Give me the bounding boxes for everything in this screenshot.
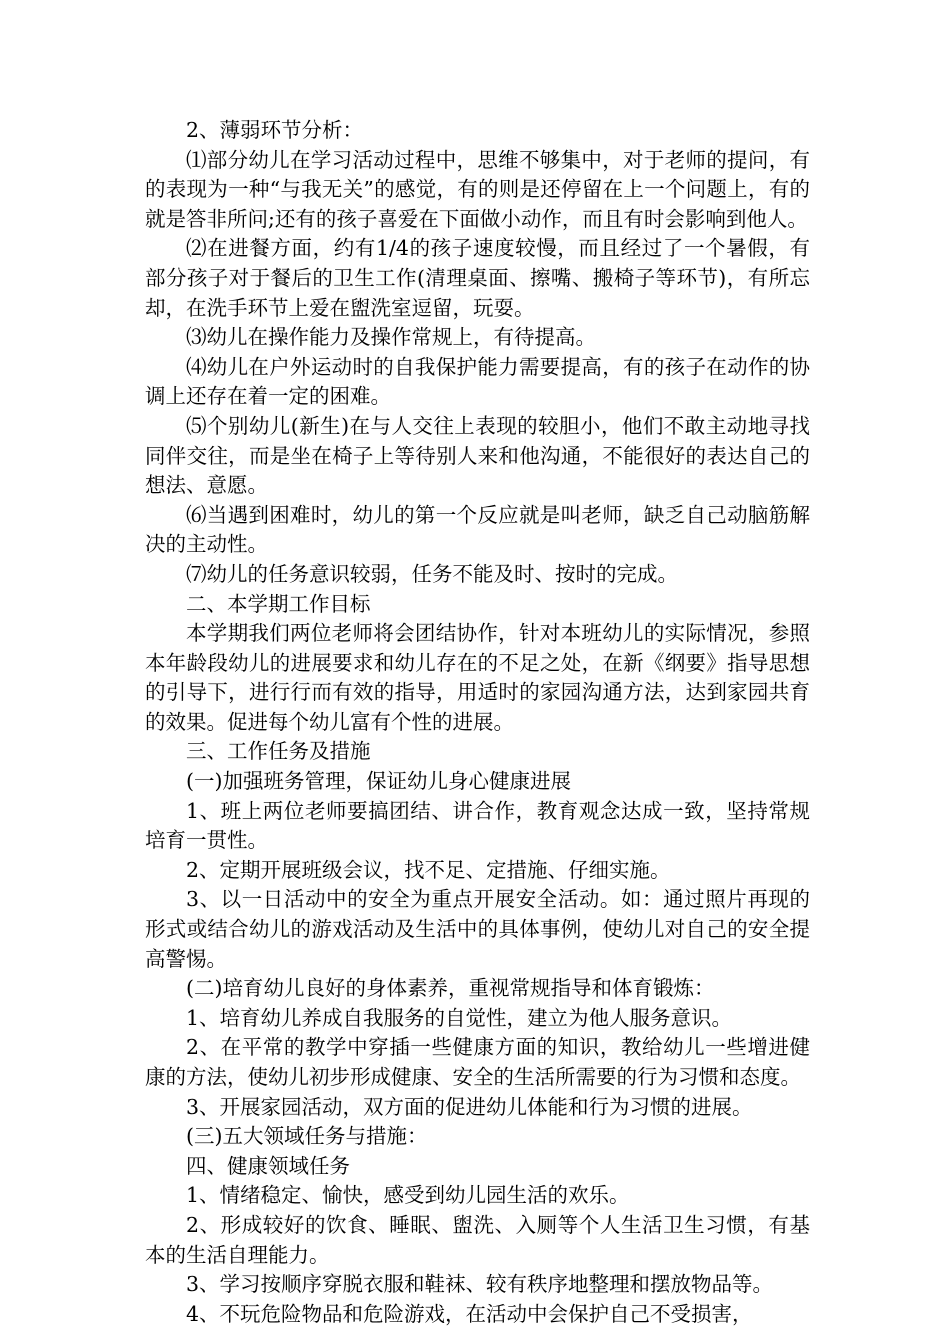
paragraph: ⑷幼儿在户外运动时的自我保护能力需要提高，有的孩子在动作的协调上还存在着一定的困难。 bbox=[145, 354, 810, 409]
paragraph: ⑸个别幼儿(新生)在与人交往上表现的较胆小，他们不敢主动地寻找同伴交往，而是坐在椅子上等待别人来和他沟通，不能很好的表达自己的想法、意愿。 bbox=[145, 413, 810, 498]
subsection-heading: (二)培育幼儿良好的身体素养，重视常规指导和体育锻炼： bbox=[186, 976, 715, 1001]
paragraph: 4、不玩危险物品和危险游戏，在活动中会保护自己不受损害， bbox=[186, 1301, 753, 1326]
paragraph: 1、班上两位老师要搞团结、讲合作，教育观念达成一致，坚持常规培育一贯性。 bbox=[145, 798, 810, 853]
section-heading: 三、工作任务及措施 bbox=[186, 739, 371, 764]
paragraph: 3、学习按顺序穿脱衣服和鞋袜、较有秩序地整理和摆放物品等。 bbox=[186, 1272, 774, 1297]
paragraph: ⑺幼儿的任务意识较弱，任务不能及时、按时的完成。 bbox=[186, 561, 678, 586]
paragraph: ⑶幼儿在操作能力及操作常规上，有待提高。 bbox=[186, 325, 596, 350]
paragraph: ⑵在进餐方面，约有1/4的孩子速度较慢，而且经过了一个暑假，有部分孩子对于餐后的卫生工作(清理桌面、擦嘴、搬椅子等环节)，有所忘却，在洗手环节上爱在盥洗室逗留，玩耍。 bbox=[145, 236, 810, 320]
section-heading: 四、健康领域任务 bbox=[186, 1153, 350, 1178]
paragraph: 2、形成较好的饮食、睡眠、盥洗、入厕等个人生活卫生习惯，有基本的生活自理能力。 bbox=[145, 1212, 810, 1267]
paragraph: 1、培育幼儿养成自我服务的自觉性，建立为他人服务意识。 bbox=[186, 1005, 733, 1030]
paragraph: ⑹当遇到困难时，幼儿的第一个反应就是叫老师，缺乏自己动脑筋解决的主动性。 bbox=[145, 502, 810, 557]
paragraph: 2、薄弱环节分析： bbox=[186, 118, 364, 142]
paragraph: 2、定期开展班级会议，找不足、定措施、仔细实施。 bbox=[186, 857, 671, 882]
document-body bbox=[145, 116, 810, 1329]
paragraph: 2、在平常的教学中穿插一些健康方面的知识，教给幼儿一些增进健康的方法，使幼儿初步形成健康、安全的生活所需要的行为习惯和态度。 bbox=[145, 1035, 810, 1089]
subsection-heading: (一)加强班务管理，保证幼儿身心健康进展 bbox=[186, 769, 571, 794]
subsection-heading: (三)五大领域任务与措施： bbox=[186, 1124, 428, 1149]
paragraph: 3、开展家园活动，双方面的促进幼儿体能和行为习惯的进展。 bbox=[186, 1094, 753, 1119]
paragraph: 1、情绪稳定、愉快，感受到幼儿园生活的欢乐。 bbox=[186, 1183, 630, 1208]
paragraph: 本学期我们两位老师将会团结协作，针对本班幼儿的实际情况，参照本年龄段幼儿的进展要求和幼儿存在的不足之处，在新《纲要》指导思想的引导下，进行行而有效的指导，用适时的家园沟通方法，达到家园共育的效果。促进每个幼儿富有个性的进展。 bbox=[145, 621, 810, 734]
section-heading: 二、本学期工作目标 bbox=[186, 591, 371, 616]
paragraph: ⑴部分幼儿在学习活动过程中，思维不够集中，对于老师的提问，有的表现为一种“与我无关”的感觉，有的则是还停留在上一个问题上，有的就是答非所问;还有的孩子喜爱在下面做小动作，而且有时会影响到他人。 bbox=[145, 147, 810, 231]
paragraph: 3、以一日活动中的安全为重点开展安全活动。如：通过照片再现的形式或结合幼儿的游戏活动及生活中的具体事例，使幼儿对自己的安全提高警惕。 bbox=[145, 887, 810, 971]
